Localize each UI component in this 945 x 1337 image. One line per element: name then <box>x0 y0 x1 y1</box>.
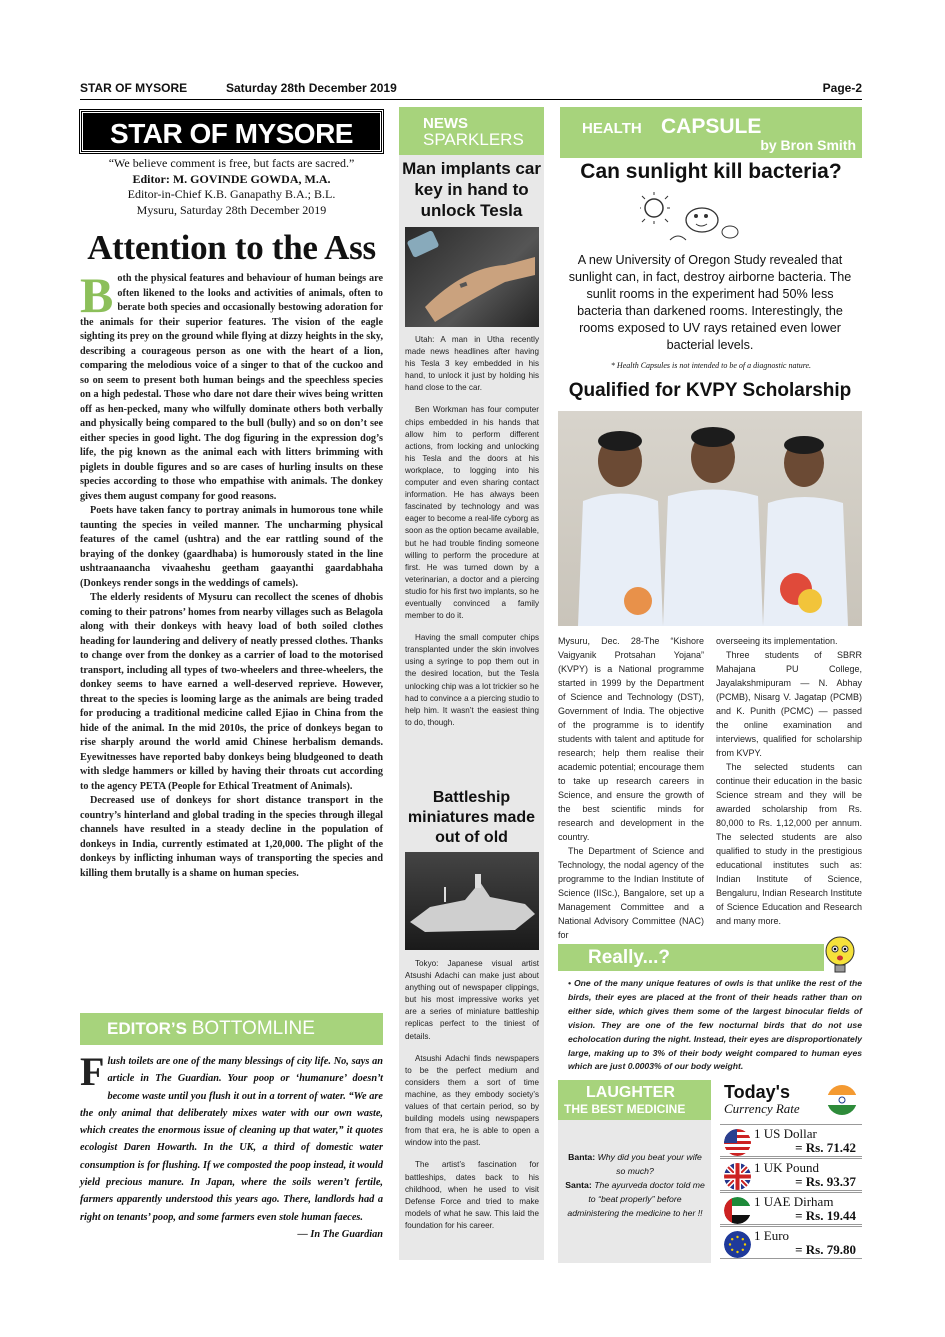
laughter-banner <box>558 1080 711 1120</box>
header-paper-name: STAR OF MYSORE <box>80 81 188 95</box>
health-byline: by Bron Smith <box>760 137 856 153</box>
battleship-paragraph-3: The artist’s fascination for battleships, dates back to his childhood, when he used to visit Defense Force and tried to make models of what he saw. This laid the foundation for his career. <box>405 1160 539 1230</box>
masthead-motto: “We believe comment is free, but facts are sacred.” <box>108 156 355 170</box>
joke-line-1: Why did you beat your wife so much? <box>597 1152 702 1176</box>
battleship-story-body <box>405 958 539 1242</box>
masthead-logo: STAR OF MYSORE <box>80 110 383 153</box>
health-capsule-banner <box>560 107 862 158</box>
eu-flag-icon <box>724 1231 751 1258</box>
battleship-paragraph-1: Tokyo: Japanese visual artist Atsushi Adachi can make just about anything out of newspaper clippings, but his most impressive works yet are a series of miniature battleship replicas perfect to the tiniest of details. <box>405 959 539 1041</box>
rate-value: = Rs. 19.44 <box>795 1208 856 1223</box>
battleship-story-title: Battleship miniatures made out of old <box>407 789 536 846</box>
rate-value: = Rs. 93.37 <box>795 1174 856 1189</box>
bottomline-label-thin: BOTTOMLINE <box>191 1018 315 1039</box>
health-disclaimer: * Health Capsules is not intended to be of a diagnostic nature. <box>610 361 812 370</box>
kvpy-paragraph-5: The selected students can continue their education in the basic Science stream and they will be awarded scholarship from Rs. 80,000 to Rs. 1,12,000 per annum. The selected students are also qualified to study in the prestigious educational institutes such as: Indian Institute of Science, Bengaluru, Indian Research Institute of Science Education and Research and many more. <box>716 762 862 926</box>
kvpy-paragraph-1: Mysuru, Dec. 28-The “Kishore Vaigyanik Protsahan Yojana” (KVPY) is a National programme started in 1999 by the Department of Science and Technology (DST), Government of India. The objective of the programme is to identify students with talent and aptitude for research; help them realise their academic potential; encourage them to take up research careers in Science, and ensure the growth of the best scientific minds for research and development in the country. <box>558 636 704 842</box>
tesla-story-body <box>405 334 539 739</box>
news-sparklers-banner <box>399 107 544 155</box>
header-page-number: Page-2 <box>822 81 862 95</box>
uae-flag-icon <box>724 1197 751 1224</box>
masthead-editor-in-chief: Editor-in-Chief K.B. Ganapathy B.A.; B.L. <box>127 187 336 201</box>
rate-name: 1 UK Pound <box>754 1160 820 1175</box>
rate-name: 1 UAE Dirham <box>754 1194 834 1209</box>
kvpy-paragraph-3: overseeing its implementation. <box>716 636 838 646</box>
joke-line-2: The ayurveda doctor told me to “beat properly” before administering the medicine to her !! <box>567 1180 705 1218</box>
editorial-body <box>80 267 383 881</box>
tesla-story-title: Man implants car key in hand to unlock Tesla <box>402 159 541 220</box>
joke-speaker-2: Santa: <box>565 1180 592 1190</box>
lightbulb-icon <box>818 934 862 976</box>
kvpy-column-2 <box>716 634 862 928</box>
rate-row-gbp <box>720 1158 862 1191</box>
masthead-place-date: Mysuru, Saturday 28th December 2019 <box>136 202 327 217</box>
rate-name: 1 Euro <box>754 1228 790 1243</box>
health-text: A new University of Oregon Study revealed that sunlight can, in fact, destroy airborne bacteria. The sunlit rooms in the experiment had 50% less bacteria than darkened rooms. Interestingly, the rooms exposed to UV rays retained even lower bacterial levels. <box>568 253 852 352</box>
bottomline-label-bold: EDITOR’S <box>107 1019 187 1038</box>
kvpy-paragraph-2: The Department of Science and Technology, the nodal agency of the programme to the Indian Institute of Science (IISc.), Bangalore, set up a Management Committee and a National Advisory Committee (NAC) for <box>558 846 704 940</box>
bottomline-body <box>80 1049 383 1243</box>
masthead-info <box>80 156 383 218</box>
masthead-editor: Editor: M. GOVINDE GOWDA, M.A. <box>132 171 331 186</box>
header-date: Saturday 28th December 2019 <box>226 81 397 95</box>
rate-value: = Rs. 71.42 <box>795 1140 856 1155</box>
bottomline-dropcap: F <box>80 1049 105 1094</box>
editorial-paragraph-4: Decreased use of donkeys for short distance transport in the country’s hinterland and global trading in the species through illegal channels have resulted in a steady decline in the population of donkeys in India, currently estimated at 1,20,000. The plight of the donkeys by inflicting inhuman ways of transporting the species and killing them brutally is a shame on human species. <box>80 795 383 879</box>
bottomline-banner <box>80 1013 383 1045</box>
rate-row-aed <box>720 1192 862 1225</box>
news-sparklers-label-bold: NEWS <box>423 115 468 132</box>
editorial-headline: Attention to the Ass <box>87 228 376 267</box>
kvpy-headline: Qualified for KVPY Scholarship <box>568 380 852 401</box>
currency-rate-box <box>720 1080 862 1263</box>
battleship-photo <box>405 852 539 950</box>
really-banner: Really...? <box>558 944 824 971</box>
uk-flag-icon <box>724 1163 751 1190</box>
rate-title: Today's <box>724 1082 790 1102</box>
joke-speaker-1: Banta: <box>568 1152 596 1162</box>
bacteria-illustration <box>640 192 750 248</box>
laughter-label-bold: LAUGHTER <box>586 1084 675 1101</box>
editorial-paragraph-3: The elderly residents of Mysuru can recollect the scenes of dhobis coming to their patrons’ homes from nearby villages such as Belagola along with their donkeys with heavy load of both soiled clothes heading for laundering and delivery of neatly pressed clothes. Thanks to change over from the donkey as a carrier of load to the motorised transport, including all types of two-wheelers and three-wheelers, the donkey seems to have earned a well-deserved reprieve. However, threat to the species is looming large as the animals are being traded for producing a traditional medicine called Ejiao in China from the hide of the animal. In the mid 2010s, the price of donkeys began to rise sharply around the world amid Chinese herbalism demands. Eyewitnesses have reported baby donkeys being bludgeoned to death with sledge hammers or killed by having their throats cut according to the agency PETA (People for Ethical Treatment of Animals). <box>80 592 383 792</box>
india-flag-icon <box>826 1084 858 1116</box>
tesla-paragraph-2: Ben Workman has four computer chips embedded in his hands that allow him to perform different actions, from locking and unlocking his Tesla and the doors at his workplace, to logging into his computer and even sharing contact information. He has always been fascinated by technology and was eager to become a real-life cyborg as soon as the option became available, but he had trouble finding someone willing to perform the procedure at first. He was turned down by a veterinarian, a doctor and a piercing studio for his first two implants, so he eventually convinced a family member to do it. <box>405 405 539 621</box>
kvpy-paragraph-4: Three students of SBRR Mahajana PU College, Jayalakshmipuram — N. Abhay (PCMB), Nisarg V. Jagatap (PCMB) and K. Punith (PCMC) — passed the online examination and interviews, qualified for scholarship from KVPY. <box>716 650 862 758</box>
health-label-thin: CAPSULE <box>661 115 762 138</box>
tesla-paragraph-1: Utah: A man in Utha recently made news headlines after having his Tesla 3 key embedded in his hand, to unlock it just by holding his hand close to the car. <box>405 335 539 393</box>
health-label-bold: HEALTH <box>582 120 642 137</box>
health-title: Can sunlight kill bacteria? <box>580 160 842 183</box>
rate-subtitle: Currency Rate <box>724 1101 800 1116</box>
tesla-paragraph-3: Having the small computer chips transplanted under the skin involves using a syringe to pop them out in the desired location, but the Tesla unlocking chip was a lot trickier so he had to convince a a piercing studio to help him. It wasn’t the easiest thing to do, though. <box>405 633 539 727</box>
rate-name: 1 US Dollar <box>754 1126 817 1141</box>
editorial-paragraph-2: Poets have taken fancy to portray animals in humorous tone while taunting the species in veiled manner. The uncharming physical features of the camel (ushtra) and the ear rattling sound of the braying of the donkey (gaardhaba) is humorously stated in the line ushtraanaancha vivaaheshu geetham gaayanthi gaardabhaha (Donkeys render songs in the weddings of camels). <box>80 505 383 589</box>
rate-row-usd <box>720 1124 862 1157</box>
bottomline-source: — In The Guardian <box>297 1228 383 1240</box>
page-header <box>80 78 862 100</box>
laughter-label-thin: THE BEST MEDICINE <box>564 1102 686 1116</box>
kvpy-students-photo <box>558 411 862 626</box>
really-text: • One of the many unique features of owls is that unlike the rest of the birds, their eyes are placed at the front of their heads rather than on either side, which gives them some of the largest binocular fields of vision. They are one of the few nocturnal birds that do not use echolocation during the night. Instead, their eyes are disproportionately large, making up to 3% of their body weight compared to human eyes which are just 0.0003% of our body weight. <box>568 978 862 1072</box>
editorial-paragraph-1: oth the physical features and behaviour of human beings are often likened to the looks and activities of animals, often to berate both species and occasionally bestowing adoration for the animals for their superior features. The vision of the eagle sighting its prey on the ground while flying at dizzy heights in the sky, describing a courageous person as one with the heart of a lion, comparing the melodious voice of a singer to that of the cuckoo and so on seem to present both human beings and the speechless species on a high pedestal. Those who dare not dare their wives being written off as hen-pecked, many who wilfully dominate others both verbally and physically being compared to the bull (bully) and so on don’t see either species in good light. The dog figuring in the expression dog’s life, the pig known as the animal each with litters brimming with piglets in double figures and so are cases of hurling insults on these species according to those who empathise with animals. The donkey gives them august company for good reasons. <box>80 273 383 502</box>
tesla-hand-photo <box>405 227 539 327</box>
editorial-dropcap: B <box>80 267 114 323</box>
kvpy-column-1 <box>558 634 704 942</box>
battleship-paragraph-2: Atsushi Adachi finds newspapers to be the perfect medium and considers them a sort of time machine, as they embody society’s values of that certain period, so by building models using newspapers from that era, he is able to open a window into the past. <box>405 1053 539 1148</box>
laughter-joke <box>565 1150 705 1220</box>
us-flag-icon <box>724 1129 751 1156</box>
news-sparklers-label-thin: SPARKLERS <box>423 130 524 149</box>
bottomline-text: lush toilets are one of the many blessings of city life. No, says an article in The Guardian. Your poop or ‘humanure’ doesn’t become waste until you flush it out in a torrent of water. “We are the only animal that deliberately mixes water with our own waste, which creates the enormous issue of cleaning up that water,” it quotes ecologist Daren Howarth. In the UK, a third of domestic water consumption is for flushing. If we composted the poop instead, it would yield precious manure. In Japan, where the soils weren’t fertile, farmers apparently understood this years ago. There, landlords had a right on tenants’ poop, and some farmers even stole human faeces. <box>80 1056 383 1223</box>
rate-row-eur <box>720 1226 862 1259</box>
rate-value: = Rs. 79.80 <box>795 1242 856 1257</box>
